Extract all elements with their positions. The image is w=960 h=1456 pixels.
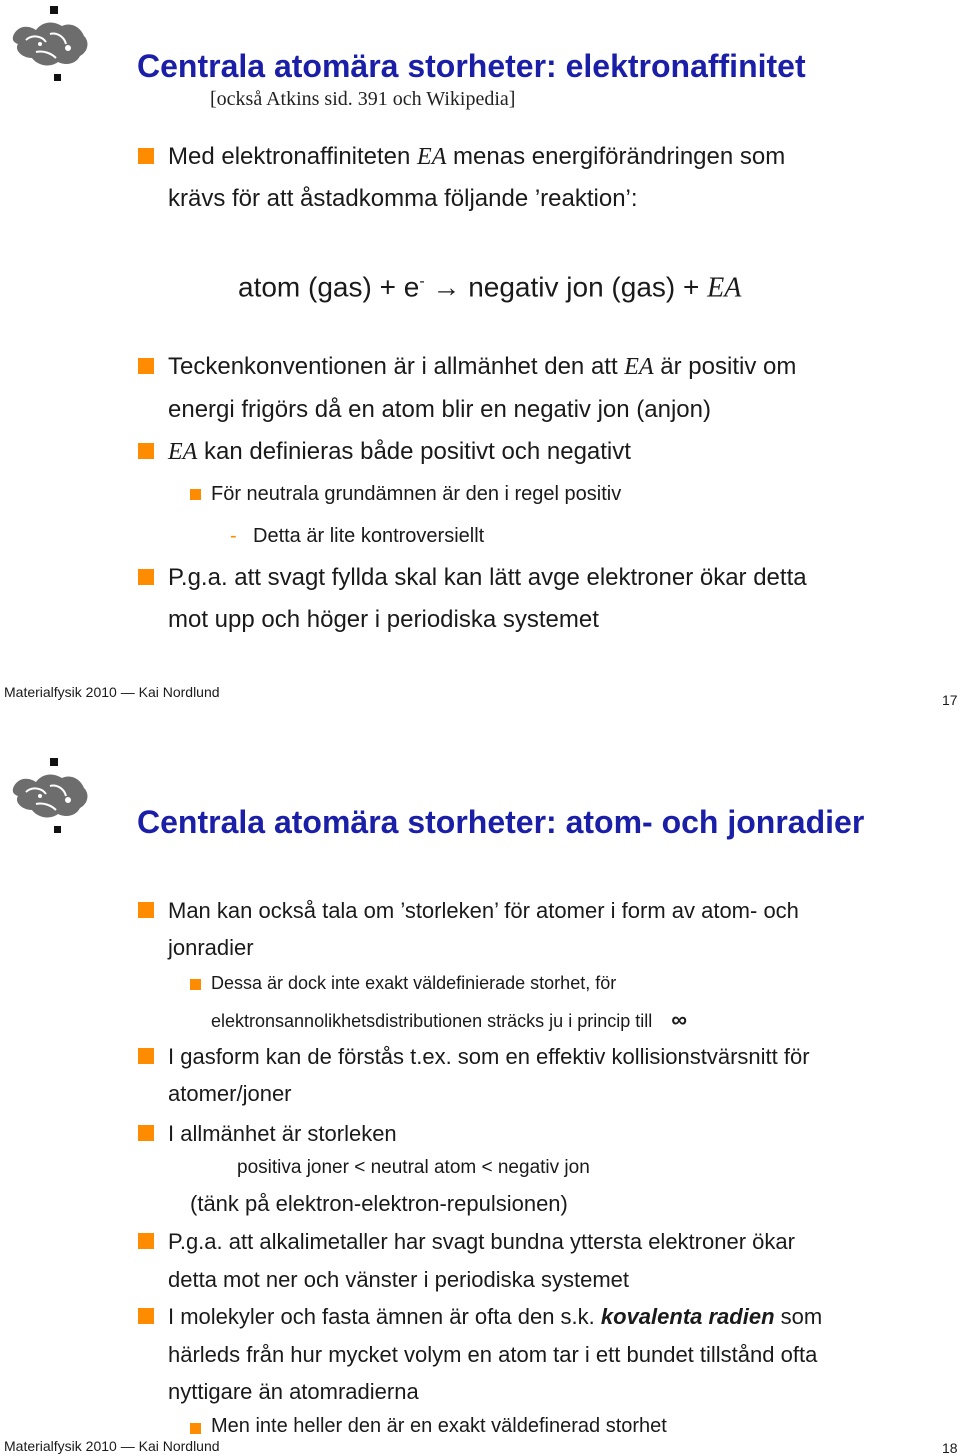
footer: Materialfysik 2010 — Kai Nordlund — [4, 684, 220, 700]
sub-bullet-text: elektronsannolikhetsdistributionen sträcks ju i princip till ∞ — [211, 1007, 687, 1032]
sub-bullet-text: För neutrala grundämnen är den i regel positiv — [211, 483, 622, 505]
page-number: 18 — [942, 1440, 958, 1456]
sub-sub-bullet-text: Detta är lite kontroversiellt — [253, 525, 485, 547]
sub-bullet-icon — [190, 979, 201, 990]
footer: Materialfysik 2010 — Kai Nordlund — [4, 1438, 220, 1454]
bullet-text: I molekyler och fasta ämnen är ofta den s.k. kovalenta radien som — [168, 1304, 823, 1329]
bullet-text: jonradier — [168, 935, 254, 960]
bullet-text: detta mot ner och vänster i periodiska systemet — [168, 1267, 629, 1292]
page-number: 17 — [942, 692, 958, 708]
slide-title: Centrala atomära storheter: atom- och jonradier — [137, 804, 865, 840]
university-logo-icon — [6, 756, 94, 838]
bullet-text: Teckenkonventionen är i allmänhet den att EA är positiv om — [168, 353, 797, 380]
dash-marker: - — [230, 525, 237, 547]
size-ordering: positiva joner < neutral atom < negativ jon — [237, 1157, 590, 1178]
arrow-icon: → — [432, 271, 461, 303]
reaction-equation: atom (gas) + e- → negativ jon (gas) + EA — [238, 271, 742, 304]
bullet-text: nyttigare än atomradierna — [168, 1379, 419, 1404]
bullet-text: P.g.a. att svagt fyllda skal kan lätt avge elektroner ökar detta — [168, 564, 807, 591]
bullet-text: (tänk på elektron-elektron-repulsionen) — [190, 1191, 568, 1216]
sub-bullet-text: Men inte heller den är en exakt väldefinerad storhet — [211, 1415, 667, 1437]
bullet-icon — [138, 1233, 154, 1249]
bullet-text: I allmänhet är storleken — [168, 1121, 397, 1146]
bullet-icon — [138, 902, 154, 918]
bullet-text: härleds från hur mycket volym en atom tar i ett bundet tillstånd ofta — [168, 1342, 818, 1367]
bullet-text: EA kan definieras både positivt och negativt — [168, 438, 631, 465]
bullet-text: mot upp och höger i periodiska systemet — [168, 606, 599, 633]
bullet-text: P.g.a. att alkalimetaller har svagt bundna yttersta elektroner ökar — [168, 1229, 795, 1254]
bullet-text: Man kan också tala om ’storleken’ för atomer i form av atom- och — [168, 898, 799, 923]
bullet-text: energi frigörs då en atom blir en negativ jon (anjon) — [168, 396, 711, 423]
bullet-text: atomer/joner — [168, 1081, 292, 1106]
slide-title: Centrala atomära storheter: elektronaffinitet — [137, 48, 806, 84]
bullet-icon — [138, 1308, 154, 1324]
bullet-text: Med elektronaffiniteten EA menas energiförändringen som — [168, 143, 786, 170]
bullet-icon — [138, 1125, 154, 1141]
infinity-symbol: ∞ — [671, 1007, 687, 1032]
bullet-text: I gasform kan de förstås t.ex. som en effektiv kollisionstvärsnitt för — [168, 1044, 810, 1069]
sub-bullet-icon — [190, 1423, 201, 1434]
bullet-icon — [138, 1048, 154, 1064]
bullet-text: krävs för att åstadkomma följande ’reaktion’: — [168, 185, 638, 212]
reference-note: [också Atkins sid. 391 och Wikipedia] — [210, 88, 516, 110]
sub-bullet-text: Dessa är dock inte exakt väldefinierade storhet, för — [211, 973, 617, 993]
